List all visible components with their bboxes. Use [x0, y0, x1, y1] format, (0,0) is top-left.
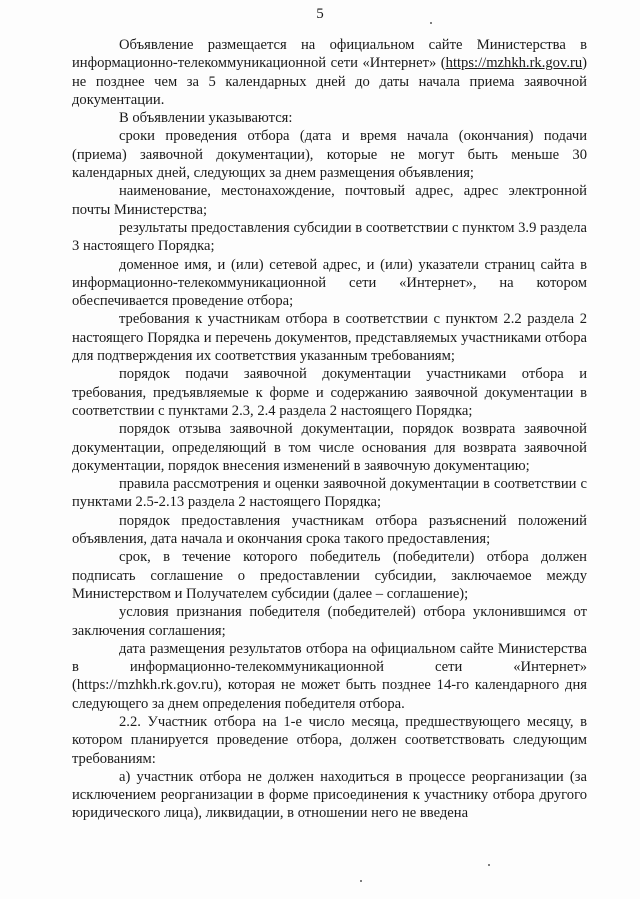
paragraph: В объявлении указываются:	[119, 110, 293, 127]
paragraph: порядок отзыва заявочной документации, порядок возврата заявочной документации, определяющий в том числе основания для возврата заявочной документации, порядок внесения изменений в заявочную документацию;	[72, 421, 587, 474]
paragraph: а) участник отбора не должен находиться в процессе реорганизации (за исключением реорганизации в форме присоединения к участнику отбора другого юридического лица), ликвидации, в отношении него не введена	[72, 768, 587, 822]
page-number: 5	[316, 6, 324, 22]
paragraph-announcement-placement	[72, 36, 587, 109]
scan-speck	[430, 22, 432, 24]
paragraph: условия признания победителя (победителей) отбора уклонившимся от заключения соглашения;	[72, 604, 587, 639]
paragraph: срок, в течение которого победитель (победители) отбора должен подписать соглашение о предоставлении субсидии, заключаемое между Министерством и Получателем субсидии (далее – соглашение);	[72, 549, 587, 602]
paragraph: доменное имя, и (или) сетевой адрес, и (или) указатели страниц сайта в информационно-телекоммуникационной сети «Интернет», на котором обеспечивается проведение отбора;	[72, 256, 587, 310]
scan-speck	[360, 880, 362, 882]
paragraph: порядок предоставления участникам отбора разъяснений положений объявления, дата начала и окончания срока такого предоставления;	[72, 512, 587, 548]
paragraph: сроки проведения отбора (дата и время начала (окончания) подачи (приема) заявочной документации), которые не могут быть меньше 30 календарных дней, следующих за днем размещения объявления;	[72, 128, 587, 182]
paragraph: порядок подачи заявочной документации участниками отбора и требования, предъявляемые к форме и содержанию заявочной документации в соответствии с пунктами 2.3, 2.4 раздела 2 настоящего Порядка;	[72, 366, 587, 419]
paragraph: 2.2. Участник отбора на 1-е число месяца, предшествующего месяцу, в котором планируется проведение отбора, должен соответствовать следующим требованиям:	[72, 713, 587, 767]
scan-speck	[488, 864, 490, 866]
paragraph-text: ) не позднее чем за 5 календарных дней до даты начала приема заявочной документации.	[72, 55, 587, 108]
paragraph: требования к участникам отбора в соответствии с пунктом 2.2 раздела 2 настоящего Порядка и перечень документов, представляемых участниками отбора для подтверждения их соответствия указанным требованиям;	[72, 311, 587, 365]
paragraph-text: Объявление размещается на официальном сайте Министерства в информационно-телекоммуникационной сети «Интернет» (	[72, 37, 587, 72]
paragraph: дата размещения результатов отбора на официальном сайте Министерства в информационно-телекоммуникационной сети «Интернет» (https://mzhkh.rk.gov.ru), которая не может быть позднее 14-го календарного дня следующего за днем определения победителя отбора.	[72, 640, 587, 712]
ministry-website-link[interactable]: https://mzhkh.rk.gov.ru	[445, 55, 583, 72]
paragraph: результаты предоставления субсидии в соответствии с пунктом 3.9 раздела 3 настоящего Порядка;	[72, 219, 587, 255]
document-body	[72, 36, 587, 823]
paragraph: правила рассмотрения и оценки заявочной документации в соответствии с пунктами 2.5-2.13 раздела 2 настоящего Порядка;	[72, 476, 587, 511]
paragraph: наименование, местонахождение, почтовый адрес, адрес электронной почты Министерства;	[72, 183, 587, 218]
